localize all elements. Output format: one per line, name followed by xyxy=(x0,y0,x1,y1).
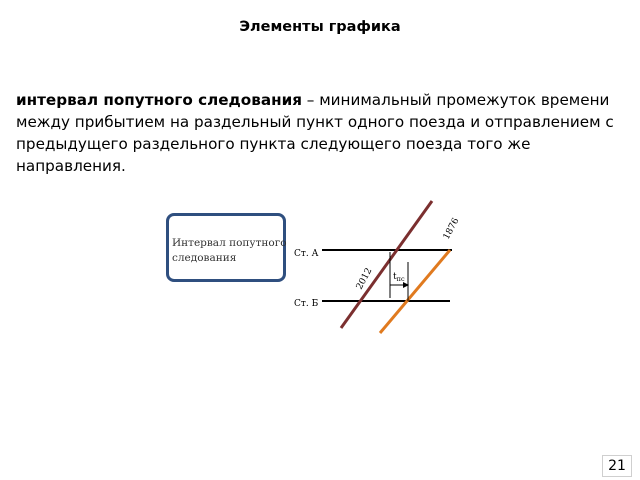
train-1876-label: 1876 xyxy=(441,216,462,242)
station-a-label: Ст. А xyxy=(294,249,319,259)
station-b-label: Ст. Б xyxy=(294,299,319,309)
callout-label: Интервал попутного следования xyxy=(172,237,287,264)
interval-symbol: $t_{пс}$ xyxy=(393,272,405,283)
page-number: 21 xyxy=(602,455,632,477)
train-2012-label: 2012 xyxy=(354,266,375,292)
slide-title: Элементы графика xyxy=(239,19,401,35)
train-2012-line xyxy=(341,201,432,328)
definition-text: – минимальный промежуток времени между прибытием на раздельный пункт одного поезда и отправлением с предыдущего раздельного пункта следующего поезда того же направления. xyxy=(16,91,614,175)
definition-term: интервал попутного следования xyxy=(16,91,302,109)
